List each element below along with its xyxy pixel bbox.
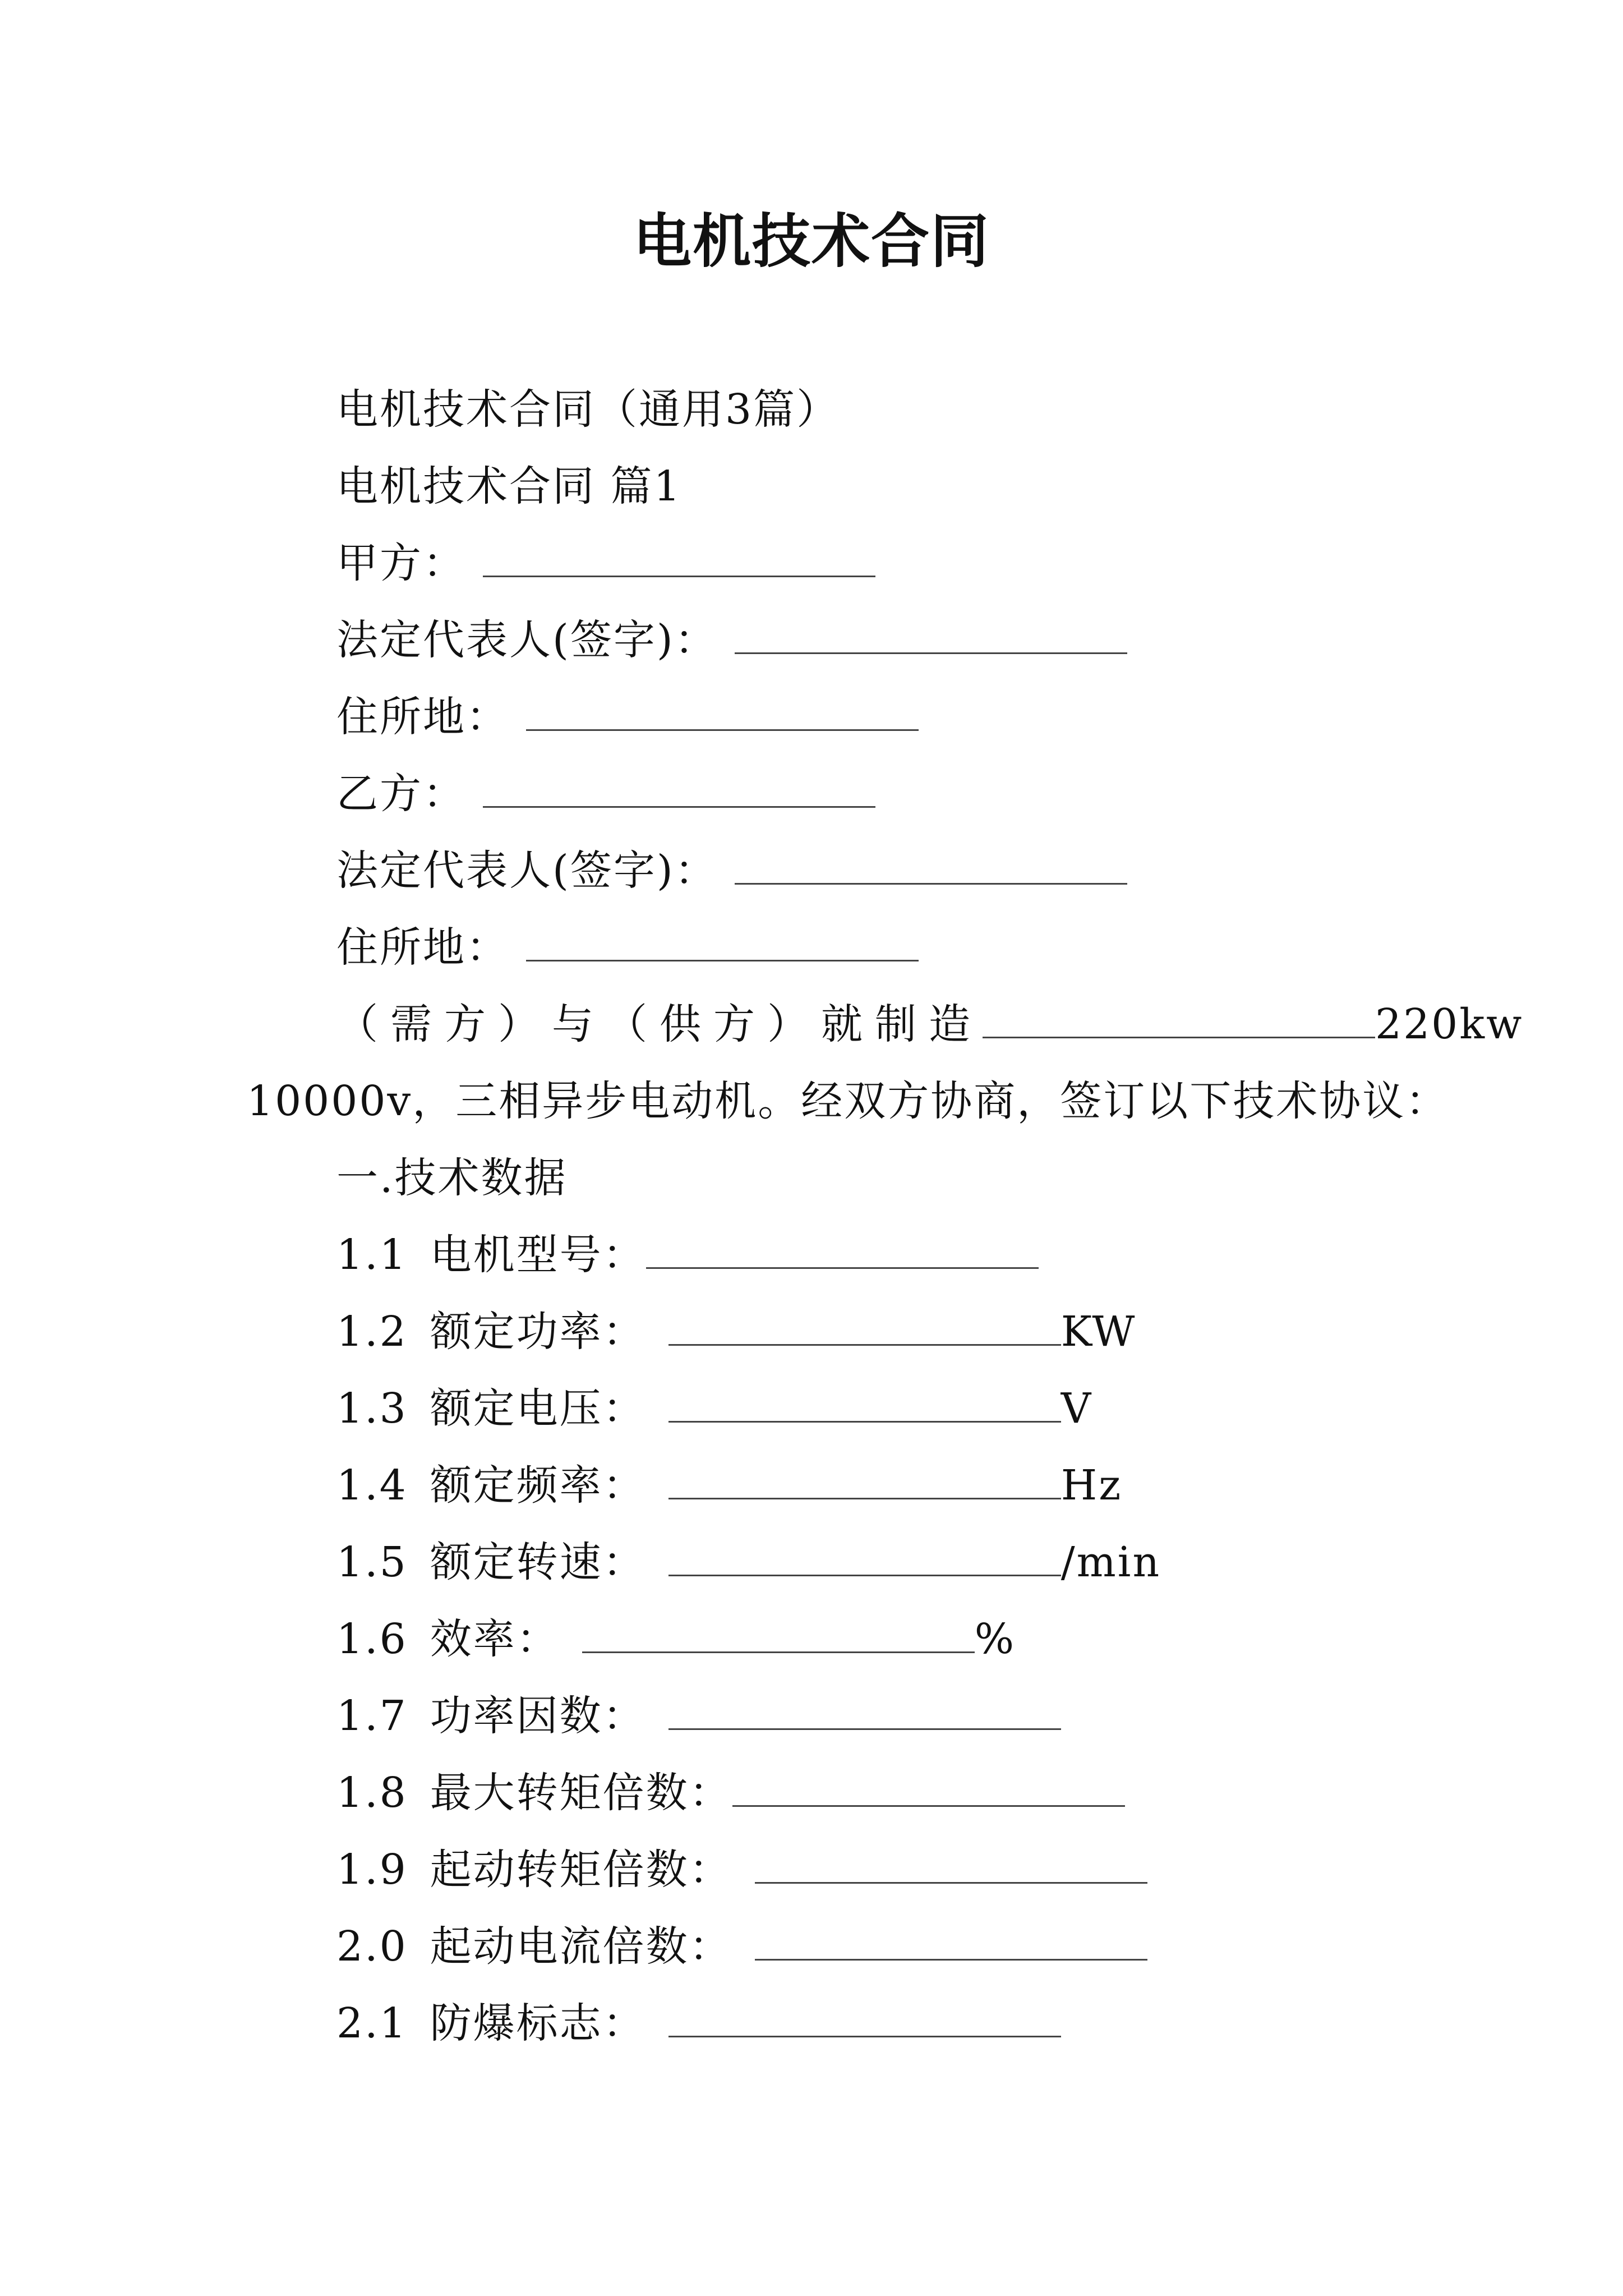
rated-voltage-field[interactable] (668, 1385, 1061, 1423)
tech-item-row (336, 1918, 1147, 1975)
party-a-rep-row (336, 612, 1127, 668)
tech-item-row (336, 1688, 1061, 1744)
party-b-label: 乙方： (336, 770, 466, 818)
intro-text-1: （需方）与（供方）就制造 (336, 1000, 983, 1048)
tech-item-label: 额定频率： (430, 1461, 646, 1510)
tech-item-label: 起动转矩倍数： (430, 1846, 732, 1894)
tech-item-row (336, 1611, 1016, 1667)
tech-heading: 一.技术数据 (336, 1154, 568, 1202)
party-b-address-row (336, 919, 919, 976)
tech-item-num: 1.7 (336, 1692, 408, 1740)
document-subtitle: 电机技术合同（通用3篇） (336, 385, 840, 434)
tech-item-row (336, 1227, 1039, 1283)
party-b-address-field[interactable] (526, 924, 919, 961)
tech-item-unit: Hz (1061, 1461, 1123, 1510)
tech-item-num: 1.2 (336, 1308, 408, 1356)
party-b-rep-field[interactable] (735, 847, 1127, 885)
tech-item-label: 额定转速： (430, 1538, 646, 1586)
party-a-row (336, 535, 875, 591)
intro-line-2: 10000v，三相异步电动机。经双方协商，签订以下技术协议： (247, 1077, 1449, 1125)
tech-item-num: 1.1 (336, 1231, 408, 1279)
tech-item-label: 起动电流倍数： (430, 1922, 732, 1971)
tech-item-num: 1.8 (336, 1769, 408, 1817)
tech-item-unit: V (1061, 1384, 1093, 1433)
tech-item-label: 电机型号： (430, 1231, 646, 1279)
starting-torque-ratio-field[interactable] (755, 1846, 1147, 1884)
document-title: 电机技术合同 (633, 207, 990, 275)
tech-item-row (336, 1457, 1122, 1513)
party-b-rep-row (336, 843, 1127, 899)
tech-item-unit: % (974, 1615, 1016, 1663)
manufacture-field[interactable] (983, 1001, 1375, 1038)
section-heading: 电机技术合同 篇1 (336, 462, 682, 510)
motor-model-field[interactable] (646, 1231, 1039, 1269)
rated-power-field[interactable] (668, 1308, 1061, 1346)
intro-text-2: 220kw (1375, 1000, 1524, 1048)
party-a-rep-label: 法定代表人(签字)： (336, 616, 718, 664)
tech-item-row (336, 1534, 1161, 1590)
party-a-address-field[interactable] (526, 693, 919, 731)
tech-item-row (336, 1304, 1136, 1360)
party-b-field[interactable] (483, 770, 875, 808)
efficiency-field[interactable] (582, 1616, 975, 1653)
tech-item-label: 额定电压： (430, 1384, 646, 1433)
tech-item-num: 1.4 (336, 1461, 408, 1510)
tech-item-unit: /min (1061, 1538, 1161, 1586)
max-torque-ratio-field[interactable] (732, 1769, 1125, 1807)
rated-frequency-field[interactable] (668, 1462, 1061, 1499)
party-b-address-label: 住所地： (336, 923, 509, 972)
tech-item-label: 额定功率： (430, 1308, 646, 1356)
tech-item-row (336, 1381, 1092, 1437)
tech-item-label: 防爆标志： (430, 1999, 646, 2047)
explosion-proof-mark-field[interactable] (668, 2000, 1061, 2037)
tech-item-unit: KW (1061, 1308, 1137, 1356)
tech-item-label: 效率： (430, 1615, 560, 1663)
starting-current-ratio-field[interactable] (755, 1923, 1147, 1961)
tech-item-num: 1.3 (336, 1384, 408, 1433)
tech-item-num: 2.1 (336, 1999, 408, 2047)
tech-item-label: 最大转矩倍数： (430, 1769, 732, 1817)
intro-line-1 (336, 996, 1523, 1052)
tech-item-num: 2.0 (336, 1922, 408, 1971)
tech-item-row (336, 1842, 1147, 1898)
rated-speed-field[interactable] (668, 1539, 1061, 1576)
party-b-row (336, 766, 875, 822)
tech-item-num: 1.6 (336, 1615, 408, 1663)
party-a-address-label: 住所地： (336, 693, 509, 741)
tech-item-num: 1.5 (336, 1538, 408, 1586)
tech-item-label: 功率因数： (430, 1692, 646, 1740)
tech-item-row (336, 1765, 1125, 1821)
party-a-rep-field[interactable] (735, 616, 1127, 654)
party-b-rep-label: 法定代表人(签字)： (336, 846, 718, 895)
party-a-address-row (336, 689, 919, 745)
power-factor-field[interactable] (668, 1692, 1061, 1730)
party-a-label: 甲方： (336, 539, 466, 587)
party-a-field[interactable] (483, 540, 875, 577)
tech-item-row (336, 1995, 1061, 2051)
tech-item-num: 1.9 (336, 1846, 408, 1894)
